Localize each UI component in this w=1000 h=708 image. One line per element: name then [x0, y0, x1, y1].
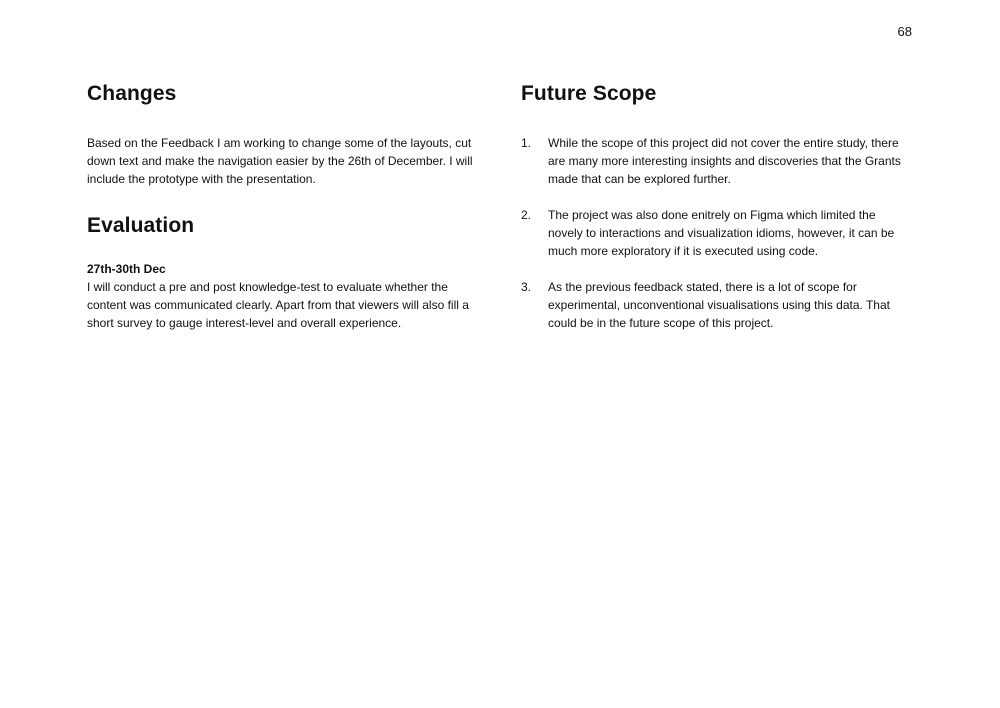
- list-item-text: As the previous feedback stated, there is a lot of scope for experimental, unconventional visualisations using this data. That could be in the future scope of this project.: [548, 280, 890, 330]
- list-item-text: The project was also done enitrely on Figma which limited the novely to interactions and visualization idioms, however, it can be much more exploratory if it is executed using code.: [548, 208, 895, 258]
- left-column: [87, 80, 487, 332]
- changes-heading: Changes: [87, 82, 177, 105]
- future-scope-heading: Future Scope: [521, 82, 657, 105]
- page-number: 68: [897, 24, 912, 39]
- list-item-number: 2.: [521, 208, 532, 222]
- evaluation-section: [87, 212, 487, 332]
- list-item: [521, 278, 911, 332]
- future-scope-list: [521, 134, 911, 332]
- future-scope-section: [521, 80, 911, 332]
- evaluation-date: 27th-30th Dec: [87, 262, 166, 276]
- list-item: [521, 206, 911, 260]
- right-column: [521, 80, 911, 350]
- list-item-number: 1.: [521, 136, 532, 150]
- changes-body: Based on the Feedback I am working to change some of the layouts, cut down text and make the navigation easier by the 26th of December. I will include the prototype with the presentation.: [87, 136, 473, 186]
- changes-section: [87, 80, 487, 188]
- list-item-number: 3.: [521, 280, 532, 294]
- list-item-text: While the scope of this project did not cover the entire study, there are many more interesting insights and discoveries that the Grants made that can be explored further.: [548, 136, 901, 186]
- list-item: [521, 134, 911, 188]
- evaluation-heading: Evaluation: [87, 214, 195, 237]
- evaluation-body: I will conduct a pre and post knowledge-test to evaluate whether the content was communicated clearly. Apart from that viewers will also fill a short survey to gauge interest-level and overall experience.: [87, 280, 469, 330]
